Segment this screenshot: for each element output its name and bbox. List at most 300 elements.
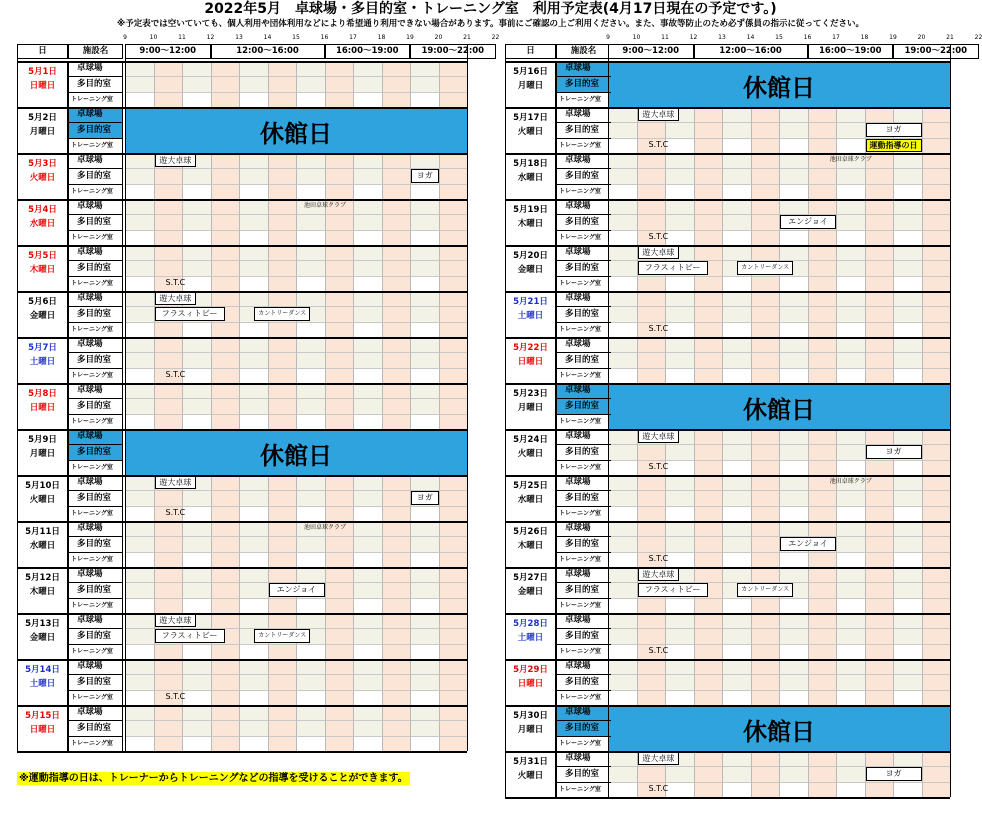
slot-cell[interactable]: [382, 521, 411, 536]
slot-cell[interactable]: [325, 337, 354, 352]
event-block[interactable]: 池田卓球クラブ: [829, 156, 872, 163]
slot-cell[interactable]: [439, 674, 468, 690]
slot-cell[interactable]: [608, 690, 637, 705]
slot-cell[interactable]: [439, 368, 468, 383]
slot-cell[interactable]: [211, 61, 240, 76]
slot-cell[interactable]: [439, 153, 468, 168]
slot-cell[interactable]: [211, 92, 240, 107]
slot-cell[interactable]: [694, 766, 723, 782]
slot-cell[interactable]: [694, 107, 723, 122]
slot-cell[interactable]: [779, 352, 808, 368]
slot-cell[interactable]: [296, 352, 325, 368]
slot-cell[interactable]: [125, 153, 154, 168]
slot-cell[interactable]: [382, 92, 411, 107]
slot-cell[interactable]: [410, 245, 439, 260]
slot-cell[interactable]: [893, 628, 922, 644]
slot-cell[interactable]: [211, 276, 240, 291]
slot-cell[interactable]: [353, 720, 382, 736]
slot-cell[interactable]: [836, 260, 865, 276]
slot-cell[interactable]: [836, 659, 865, 674]
slot-cell[interactable]: [608, 475, 637, 490]
event-block[interactable]: 遊大卓球: [638, 430, 680, 443]
slot-cell[interactable]: [779, 628, 808, 644]
slot-cell[interactable]: [125, 260, 154, 276]
slot-cell[interactable]: [637, 628, 666, 644]
slot-cell[interactable]: [694, 567, 723, 582]
slot-cell[interactable]: [154, 521, 183, 536]
slot-cell[interactable]: [439, 536, 468, 552]
slot-cell[interactable]: [722, 628, 751, 644]
slot-cell[interactable]: [125, 552, 154, 567]
slot-cell[interactable]: [439, 230, 468, 245]
slot-cell[interactable]: [268, 245, 297, 260]
slot-cell[interactable]: [836, 782, 865, 797]
slot-cell[interactable]: [779, 337, 808, 352]
slot-cell[interactable]: [410, 199, 439, 214]
slot-cell[interactable]: [353, 598, 382, 613]
slot-cell[interactable]: [296, 230, 325, 245]
slot-cell[interactable]: [779, 552, 808, 567]
slot-cell[interactable]: [182, 705, 211, 720]
slot-cell[interactable]: [808, 567, 837, 582]
slot-cell[interactable]: [239, 92, 268, 107]
slot-cell[interactable]: [722, 598, 751, 613]
slot-cell[interactable]: [239, 475, 268, 490]
slot-cell[interactable]: [779, 567, 808, 582]
event-block[interactable]: 遊大卓球: [155, 476, 197, 489]
slot-cell[interactable]: [382, 720, 411, 736]
slot-cell[interactable]: [382, 76, 411, 92]
slot-cell[interactable]: [353, 490, 382, 506]
slot-cell[interactable]: [182, 260, 211, 276]
slot-cell[interactable]: [239, 214, 268, 230]
event-block[interactable]: カントリーダンス: [737, 261, 793, 275]
slot-cell[interactable]: [125, 536, 154, 552]
slot-cell[interactable]: [893, 322, 922, 337]
slot-cell[interactable]: [125, 506, 154, 521]
slot-cell[interactable]: [353, 352, 382, 368]
slot-cell[interactable]: [325, 705, 354, 720]
event-block[interactable]: S.T.C: [648, 324, 669, 333]
slot-cell[interactable]: [637, 214, 666, 230]
slot-cell[interactable]: [382, 260, 411, 276]
slot-cell[interactable]: [722, 567, 751, 582]
slot-cell[interactable]: [353, 76, 382, 92]
slot-cell[interactable]: [211, 76, 240, 92]
slot-cell[interactable]: [665, 153, 694, 168]
slot-cell[interactable]: [808, 337, 837, 352]
slot-cell[interactable]: [808, 674, 837, 690]
slot-cell[interactable]: [694, 368, 723, 383]
slot-cell[interactable]: [665, 536, 694, 552]
slot-cell[interactable]: [694, 490, 723, 506]
slot-cell[interactable]: [239, 674, 268, 690]
slot-cell[interactable]: [751, 122, 780, 138]
slot-cell[interactable]: [722, 138, 751, 153]
slot-cell[interactable]: [325, 644, 354, 659]
slot-cell[interactable]: [722, 506, 751, 521]
slot-cell[interactable]: [268, 291, 297, 306]
slot-cell[interactable]: [410, 644, 439, 659]
slot-cell[interactable]: [410, 506, 439, 521]
slot-cell[interactable]: [154, 659, 183, 674]
slot-cell[interactable]: [239, 690, 268, 705]
slot-cell[interactable]: [125, 245, 154, 260]
slot-cell[interactable]: [808, 306, 837, 322]
slot-cell[interactable]: [694, 245, 723, 260]
slot-cell[interactable]: [382, 291, 411, 306]
slot-cell[interactable]: [239, 168, 268, 184]
event-block[interactable]: フラスィトビー: [155, 307, 225, 321]
event-block[interactable]: 運動指導の日: [866, 139, 922, 152]
slot-cell[interactable]: [694, 552, 723, 567]
slot-cell[interactable]: [296, 690, 325, 705]
slot-cell[interactable]: [353, 521, 382, 536]
slot-cell[interactable]: [268, 598, 297, 613]
slot-cell[interactable]: [296, 260, 325, 276]
slot-cell[interactable]: [439, 352, 468, 368]
slot-cell[interactable]: [836, 521, 865, 536]
slot-cell[interactable]: [751, 322, 780, 337]
slot-cell[interactable]: [779, 306, 808, 322]
slot-cell[interactable]: [211, 552, 240, 567]
slot-cell[interactable]: [325, 168, 354, 184]
slot-cell[interactable]: [353, 628, 382, 644]
slot-cell[interactable]: [694, 168, 723, 184]
slot-cell[interactable]: [694, 214, 723, 230]
slot-cell[interactable]: [382, 582, 411, 598]
slot-cell[interactable]: [808, 368, 837, 383]
slot-cell[interactable]: [239, 153, 268, 168]
slot-cell[interactable]: [296, 337, 325, 352]
slot-cell[interactable]: [637, 475, 666, 490]
event-block[interactable]: 遊大卓球: [638, 752, 680, 765]
event-block[interactable]: S.T.C: [648, 784, 669, 793]
slot-cell[interactable]: [836, 444, 865, 460]
slot-cell[interactable]: [665, 337, 694, 352]
slot-cell[interactable]: [410, 659, 439, 674]
slot-cell[interactable]: [608, 644, 637, 659]
slot-cell[interactable]: [751, 291, 780, 306]
slot-cell[interactable]: [296, 184, 325, 199]
slot-cell[interactable]: [751, 674, 780, 690]
slot-cell[interactable]: [808, 690, 837, 705]
slot-cell[interactable]: [865, 690, 894, 705]
slot-cell[interactable]: [268, 337, 297, 352]
slot-cell[interactable]: [239, 567, 268, 582]
slot-cell[interactable]: [439, 184, 468, 199]
slot-cell[interactable]: [211, 490, 240, 506]
slot-cell[interactable]: [239, 659, 268, 674]
slot-cell[interactable]: [182, 659, 211, 674]
slot-cell[interactable]: [382, 230, 411, 245]
slot-cell[interactable]: [808, 230, 837, 245]
slot-cell[interactable]: [893, 674, 922, 690]
slot-cell[interactable]: [779, 291, 808, 306]
slot-cell[interactable]: [268, 352, 297, 368]
slot-cell[interactable]: [325, 276, 354, 291]
slot-cell[interactable]: [779, 475, 808, 490]
slot-cell[interactable]: [865, 674, 894, 690]
slot-cell[interactable]: [893, 552, 922, 567]
slot-cell[interactable]: [211, 245, 240, 260]
slot-cell[interactable]: [125, 337, 154, 352]
slot-cell[interactable]: [779, 429, 808, 444]
slot-cell[interactable]: [922, 368, 951, 383]
slot-cell[interactable]: [865, 276, 894, 291]
slot-cell[interactable]: [922, 552, 951, 567]
slot-cell[interactable]: [211, 368, 240, 383]
slot-cell[interactable]: [382, 598, 411, 613]
slot-cell[interactable]: [211, 521, 240, 536]
slot-cell[interactable]: [751, 659, 780, 674]
slot-cell[interactable]: [211, 184, 240, 199]
slot-cell[interactable]: [836, 628, 865, 644]
slot-cell[interactable]: [722, 659, 751, 674]
event-block[interactable]: S.T.C: [648, 554, 669, 563]
slot-cell[interactable]: [353, 306, 382, 322]
slot-cell[interactable]: [239, 644, 268, 659]
slot-cell[interactable]: [268, 736, 297, 751]
slot-cell[interactable]: [353, 214, 382, 230]
slot-cell[interactable]: [694, 352, 723, 368]
slot-cell[interactable]: [922, 782, 951, 797]
slot-cell[interactable]: [410, 368, 439, 383]
slot-cell[interactable]: [836, 506, 865, 521]
slot-cell[interactable]: [722, 766, 751, 782]
slot-cell[interactable]: [922, 582, 951, 598]
slot-cell[interactable]: [922, 214, 951, 230]
event-block[interactable]: 遊大卓球: [155, 292, 197, 305]
slot-cell[interactable]: [439, 644, 468, 659]
slot-cell[interactable]: [410, 76, 439, 92]
slot-cell[interactable]: [637, 490, 666, 506]
slot-cell[interactable]: [665, 598, 694, 613]
slot-cell[interactable]: [296, 736, 325, 751]
slot-cell[interactable]: [608, 782, 637, 797]
slot-cell[interactable]: [722, 552, 751, 567]
slot-cell[interactable]: [608, 306, 637, 322]
slot-cell[interactable]: [893, 475, 922, 490]
slot-cell[interactable]: [637, 536, 666, 552]
slot-cell[interactable]: [779, 690, 808, 705]
slot-cell[interactable]: [836, 291, 865, 306]
slot-cell[interactable]: [182, 736, 211, 751]
slot-cell[interactable]: [637, 444, 666, 460]
slot-cell[interactable]: [268, 475, 297, 490]
slot-cell[interactable]: [439, 168, 468, 184]
slot-cell[interactable]: [325, 398, 354, 414]
slot-cell[interactable]: [779, 168, 808, 184]
slot-cell[interactable]: [410, 92, 439, 107]
slot-cell[interactable]: [353, 368, 382, 383]
slot-cell[interactable]: [325, 245, 354, 260]
slot-cell[interactable]: [694, 230, 723, 245]
slot-cell[interactable]: [182, 245, 211, 260]
slot-cell[interactable]: [182, 536, 211, 552]
slot-cell[interactable]: [268, 398, 297, 414]
slot-cell[interactable]: [722, 475, 751, 490]
slot-cell[interactable]: [608, 460, 637, 475]
slot-cell[interactable]: [665, 628, 694, 644]
slot-cell[interactable]: [893, 536, 922, 552]
slot-cell[interactable]: [836, 429, 865, 444]
slot-cell[interactable]: [154, 230, 183, 245]
slot-cell[interactable]: [154, 245, 183, 260]
slot-cell[interactable]: [922, 506, 951, 521]
slot-cell[interactable]: [325, 659, 354, 674]
event-block[interactable]: カントリーダンス: [254, 307, 310, 321]
slot-cell[interactable]: [182, 92, 211, 107]
slot-cell[interactable]: [239, 61, 268, 76]
event-block[interactable]: 池田卓球クラブ: [303, 524, 346, 531]
slot-cell[interactable]: [154, 260, 183, 276]
slot-cell[interactable]: [211, 598, 240, 613]
slot-cell[interactable]: [182, 168, 211, 184]
slot-cell[interactable]: [779, 751, 808, 766]
slot-cell[interactable]: [410, 475, 439, 490]
slot-cell[interactable]: [353, 644, 382, 659]
slot-cell[interactable]: [353, 230, 382, 245]
slot-cell[interactable]: [779, 122, 808, 138]
slot-cell[interactable]: [410, 184, 439, 199]
slot-cell[interactable]: [353, 582, 382, 598]
slot-cell[interactable]: [353, 736, 382, 751]
slot-cell[interactable]: [751, 613, 780, 628]
event-block[interactable]: S.T.C: [165, 508, 186, 517]
event-block[interactable]: 遊大卓球: [638, 246, 680, 259]
slot-cell[interactable]: [893, 184, 922, 199]
slot-cell[interactable]: [808, 245, 837, 260]
slot-cell[interactable]: [410, 322, 439, 337]
slot-cell[interactable]: [722, 122, 751, 138]
slot-cell[interactable]: [751, 536, 780, 552]
slot-cell[interactable]: [608, 521, 637, 536]
slot-cell[interactable]: [125, 398, 154, 414]
slot-cell[interactable]: [922, 322, 951, 337]
slot-cell[interactable]: [154, 552, 183, 567]
slot-cell[interactable]: [296, 613, 325, 628]
slot-cell[interactable]: [182, 552, 211, 567]
slot-cell[interactable]: [154, 644, 183, 659]
slot-cell[interactable]: [410, 260, 439, 276]
slot-cell[interactable]: [439, 383, 468, 398]
slot-cell[interactable]: [808, 260, 837, 276]
slot-cell[interactable]: [410, 536, 439, 552]
slot-cell[interactable]: [865, 230, 894, 245]
event-block[interactable]: S.T.C: [165, 370, 186, 379]
slot-cell[interactable]: [211, 582, 240, 598]
slot-cell[interactable]: [211, 536, 240, 552]
slot-cell[interactable]: [382, 368, 411, 383]
slot-cell[interactable]: [296, 475, 325, 490]
slot-cell[interactable]: [154, 322, 183, 337]
slot-cell[interactable]: [608, 598, 637, 613]
slot-cell[interactable]: [608, 230, 637, 245]
slot-cell[interactable]: [922, 444, 951, 460]
slot-cell[interactable]: [865, 628, 894, 644]
slot-cell[interactable]: [722, 429, 751, 444]
slot-cell[interactable]: [154, 76, 183, 92]
slot-cell[interactable]: [125, 352, 154, 368]
slot-cell[interactable]: [722, 184, 751, 199]
slot-cell[interactable]: [722, 276, 751, 291]
slot-cell[interactable]: [239, 199, 268, 214]
slot-cell[interactable]: [694, 306, 723, 322]
slot-cell[interactable]: [608, 659, 637, 674]
slot-cell[interactable]: [154, 398, 183, 414]
slot-cell[interactable]: [836, 199, 865, 214]
slot-cell[interactable]: [922, 751, 951, 766]
slot-cell[interactable]: [296, 720, 325, 736]
slot-cell[interactable]: [808, 659, 837, 674]
slot-cell[interactable]: [268, 644, 297, 659]
slot-cell[interactable]: [182, 214, 211, 230]
slot-cell[interactable]: [125, 92, 154, 107]
slot-cell[interactable]: [893, 506, 922, 521]
slot-cell[interactable]: [439, 552, 468, 567]
slot-cell[interactable]: [694, 444, 723, 460]
slot-cell[interactable]: [125, 383, 154, 398]
slot-cell[interactable]: [296, 644, 325, 659]
slot-cell[interactable]: [439, 322, 468, 337]
slot-cell[interactable]: [808, 782, 837, 797]
slot-cell[interactable]: [239, 705, 268, 720]
slot-cell[interactable]: [182, 567, 211, 582]
slot-cell[interactable]: [665, 122, 694, 138]
slot-cell[interactable]: [922, 168, 951, 184]
slot-cell[interactable]: [808, 322, 837, 337]
slot-cell[interactable]: [722, 107, 751, 122]
slot-cell[interactable]: [665, 521, 694, 536]
slot-cell[interactable]: [268, 690, 297, 705]
slot-cell[interactable]: [325, 506, 354, 521]
slot-cell[interactable]: [268, 76, 297, 92]
slot-cell[interactable]: [665, 184, 694, 199]
slot-cell[interactable]: [722, 153, 751, 168]
slot-cell[interactable]: [382, 398, 411, 414]
slot-cell[interactable]: [410, 674, 439, 690]
slot-cell[interactable]: [665, 674, 694, 690]
slot-cell[interactable]: [239, 322, 268, 337]
slot-cell[interactable]: [893, 521, 922, 536]
slot-cell[interactable]: [325, 536, 354, 552]
slot-cell[interactable]: [694, 521, 723, 536]
slot-cell[interactable]: [239, 536, 268, 552]
slot-cell[interactable]: [808, 107, 837, 122]
slot-cell[interactable]: [239, 521, 268, 536]
slot-cell[interactable]: [154, 184, 183, 199]
slot-cell[interactable]: [893, 168, 922, 184]
slot-cell[interactable]: [325, 214, 354, 230]
slot-cell[interactable]: [836, 536, 865, 552]
slot-cell[interactable]: [154, 383, 183, 398]
slot-cell[interactable]: [893, 460, 922, 475]
slot-cell[interactable]: [410, 398, 439, 414]
slot-cell[interactable]: [922, 352, 951, 368]
event-block[interactable]: 遊大卓球: [638, 108, 680, 121]
slot-cell[interactable]: [779, 460, 808, 475]
slot-cell[interactable]: [353, 552, 382, 567]
slot-cell[interactable]: [382, 199, 411, 214]
slot-cell[interactable]: [296, 598, 325, 613]
slot-cell[interactable]: [211, 567, 240, 582]
slot-cell[interactable]: [808, 122, 837, 138]
slot-cell[interactable]: [722, 782, 751, 797]
slot-cell[interactable]: [608, 674, 637, 690]
slot-cell[interactable]: [779, 368, 808, 383]
slot-cell[interactable]: [125, 76, 154, 92]
